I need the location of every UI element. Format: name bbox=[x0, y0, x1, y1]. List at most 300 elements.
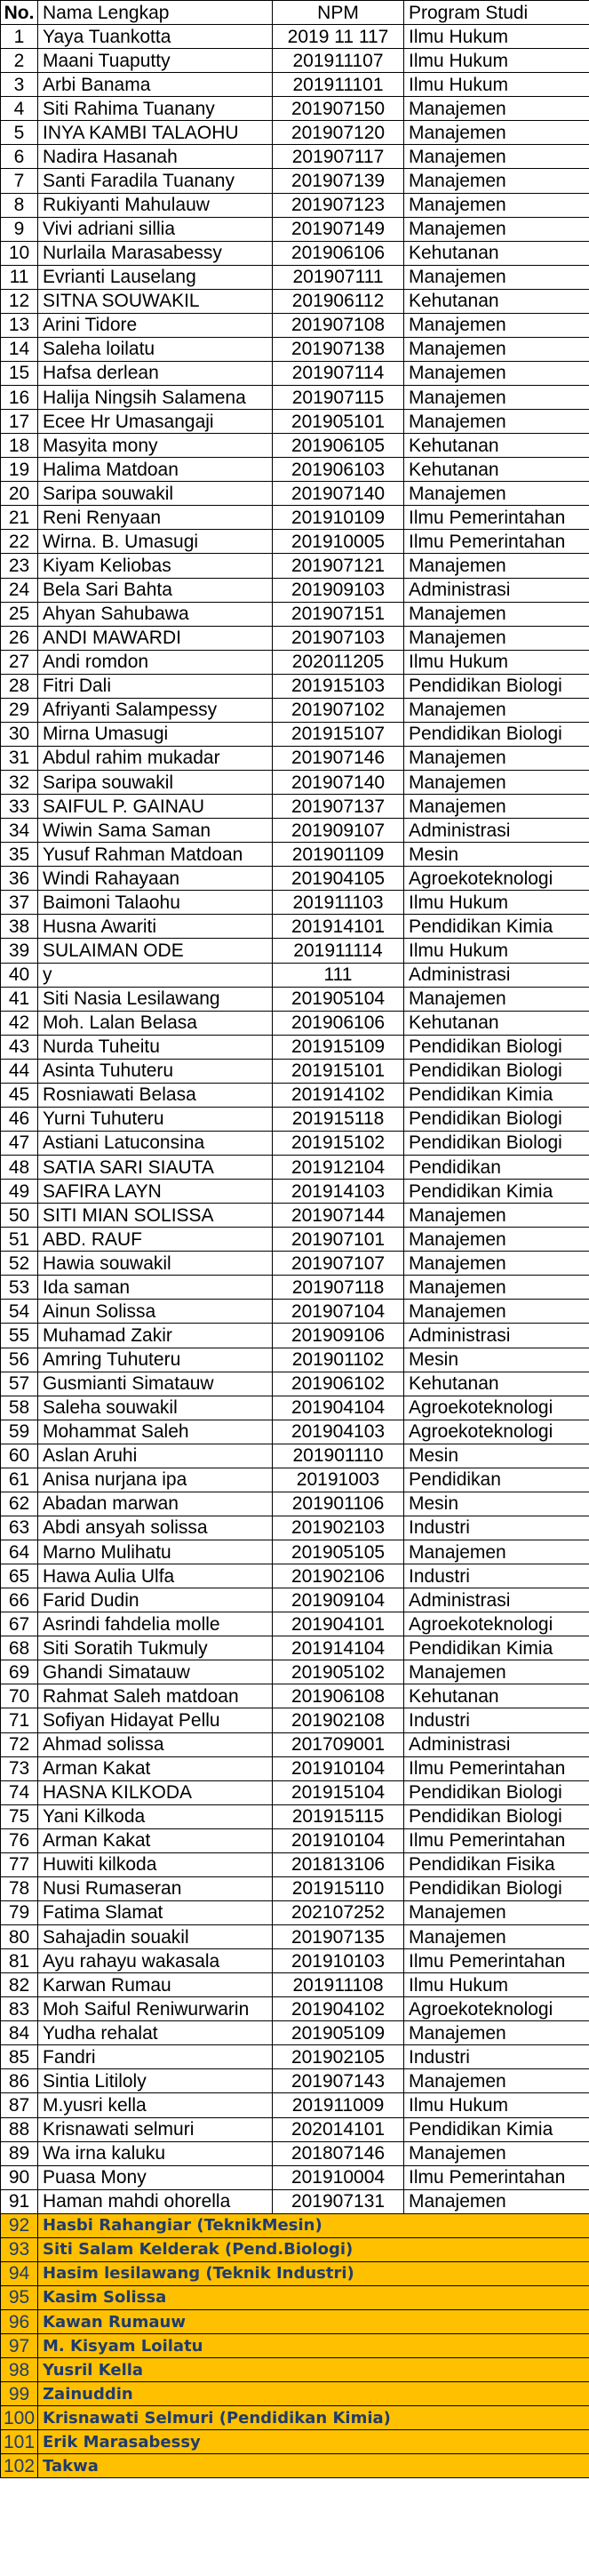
cell-program[interactable]: Manajemen bbox=[404, 361, 589, 385]
cell-npm[interactable]: 201915109 bbox=[273, 1035, 404, 1059]
cell-program[interactable]: Mesin bbox=[404, 1348, 589, 1372]
cell-npm[interactable]: 201907118 bbox=[273, 1276, 404, 1300]
cell-program[interactable]: Ilmu Hukum bbox=[404, 73, 589, 97]
cell-no[interactable]: 54 bbox=[1, 1300, 38, 1324]
cell-no[interactable]: 61 bbox=[1, 1468, 38, 1492]
cell-program[interactable]: Ilmu Pemerintahan bbox=[404, 1756, 589, 1780]
cell-program[interactable]: Kehutanan bbox=[404, 1011, 589, 1035]
cell-npm[interactable]: 201901109 bbox=[273, 843, 404, 867]
cell-no[interactable]: 70 bbox=[1, 1684, 38, 1708]
cell-no[interactable]: 92 bbox=[1, 2213, 38, 2237]
cell-npm[interactable]: 201911114 bbox=[273, 939, 404, 963]
cell-program[interactable]: Kehutanan bbox=[404, 1372, 589, 1396]
cell-npm[interactable]: 201902103 bbox=[273, 1516, 404, 1540]
header-npm[interactable]: NPM bbox=[273, 1, 404, 25]
cell-npm[interactable]: 111 bbox=[273, 963, 404, 987]
cell-name[interactable]: Ecee Hr Umasangaji bbox=[38, 410, 273, 434]
cell-program[interactable]: Manajemen bbox=[404, 1900, 589, 1924]
cell-name[interactable]: Kawan Rumauw bbox=[38, 2310, 589, 2334]
cell-npm[interactable]: 201915103 bbox=[273, 674, 404, 698]
cell-no[interactable]: 77 bbox=[1, 1852, 38, 1876]
cell-npm[interactable]: 201907143 bbox=[273, 2069, 404, 2093]
cell-npm[interactable]: 201909103 bbox=[273, 578, 404, 602]
cell-no[interactable]: 80 bbox=[1, 1925, 38, 1949]
cell-program[interactable]: Ilmu Pemerintahan bbox=[404, 1949, 589, 1973]
cell-program[interactable]: Manajemen bbox=[404, 97, 589, 121]
cell-no[interactable]: 31 bbox=[1, 746, 38, 770]
cell-no[interactable]: 101 bbox=[1, 2430, 38, 2454]
cell-name[interactable]: M. Kisyam Loilatu bbox=[38, 2334, 589, 2358]
cell-npm[interactable]: 201907149 bbox=[273, 217, 404, 241]
cell-program[interactable]: Pendidikan Kimia bbox=[404, 1083, 589, 1107]
cell-program[interactable]: Pendidikan Biologi bbox=[404, 1059, 589, 1083]
cell-name[interactable]: Asrindi fahdelia molle bbox=[38, 1612, 273, 1636]
cell-no[interactable]: 67 bbox=[1, 1612, 38, 1636]
cell-npm[interactable]: 201911108 bbox=[273, 1973, 404, 1997]
cell-no[interactable]: 32 bbox=[1, 771, 38, 795]
cell-no[interactable]: 44 bbox=[1, 1059, 38, 1083]
cell-no[interactable]: 5 bbox=[1, 121, 38, 145]
cell-name[interactable]: Abdul rahim mukadar bbox=[38, 746, 273, 770]
cell-name[interactable]: Yusuf Rahman Matdoan bbox=[38, 843, 273, 867]
cell-name[interactable]: M.yusri kella bbox=[38, 2093, 273, 2117]
cell-program[interactable]: Manajemen bbox=[404, 386, 589, 410]
cell-program[interactable]: Manajemen bbox=[404, 1252, 589, 1276]
cell-name[interactable]: Rosniawati Belasa bbox=[38, 1083, 273, 1107]
cell-no[interactable]: 51 bbox=[1, 1228, 38, 1252]
cell-program[interactable]: Manajemen bbox=[404, 2069, 589, 2093]
cell-program[interactable]: Administrasi bbox=[404, 819, 589, 843]
cell-npm[interactable]: 201907114 bbox=[273, 361, 404, 385]
cell-program[interactable]: Manajemen bbox=[404, 626, 589, 650]
cell-program[interactable]: Manajemen bbox=[404, 1276, 589, 1300]
cell-name[interactable]: Fandri bbox=[38, 2045, 273, 2069]
cell-npm[interactable]: 201911103 bbox=[273, 891, 404, 915]
cell-name[interactable]: Amring Tuhuteru bbox=[38, 1348, 273, 1372]
cell-npm[interactable]: 201907150 bbox=[273, 97, 404, 121]
cell-program[interactable]: Agroekoteknologi bbox=[404, 1396, 589, 1420]
cell-program[interactable]: Manajemen bbox=[404, 1228, 589, 1252]
cell-program[interactable]: Pendidikan Kimia bbox=[404, 1180, 589, 1204]
cell-name[interactable]: Baimoni Talaohu bbox=[38, 891, 273, 915]
cell-npm[interactable]: 201907107 bbox=[273, 1252, 404, 1276]
cell-npm[interactable]: 201911101 bbox=[273, 73, 404, 97]
cell-no[interactable]: 69 bbox=[1, 1660, 38, 1684]
cell-name[interactable]: Anisa nurjana ipa bbox=[38, 1468, 273, 1492]
cell-program[interactable]: Ilmu Pemerintahan bbox=[404, 530, 589, 554]
cell-no[interactable]: 29 bbox=[1, 698, 38, 722]
cell-npm[interactable]: 201709001 bbox=[273, 1732, 404, 1756]
cell-program[interactable]: Mesin bbox=[404, 843, 589, 867]
cell-name[interactable]: Nusi Rumaseran bbox=[38, 1876, 273, 1900]
cell-name[interactable]: Saleha souwakil bbox=[38, 1396, 273, 1420]
cell-program[interactable]: Manajemen bbox=[404, 795, 589, 819]
cell-npm[interactable]: 201905105 bbox=[273, 1540, 404, 1564]
cell-program[interactable]: Kehutanan bbox=[404, 434, 589, 458]
cell-program[interactable]: Manajemen bbox=[404, 698, 589, 722]
cell-program[interactable]: Agroekoteknologi bbox=[404, 1420, 589, 1444]
cell-program[interactable]: Pendidikan Biologi bbox=[404, 1131, 589, 1155]
cell-name[interactable]: Evrianti Lauselang bbox=[38, 265, 273, 289]
cell-program[interactable]: Pendidikan Biologi bbox=[404, 722, 589, 746]
cell-no[interactable]: 48 bbox=[1, 1156, 38, 1180]
cell-npm[interactable]: 201906108 bbox=[273, 1684, 404, 1708]
cell-name[interactable]: Siti Soratih Tukmuly bbox=[38, 1636, 273, 1660]
cell-npm[interactable]: 201813106 bbox=[273, 1852, 404, 1876]
cell-program[interactable]: Manajemen bbox=[404, 410, 589, 434]
cell-no[interactable]: 72 bbox=[1, 1732, 38, 1756]
cell-program[interactable]: Manajemen bbox=[404, 193, 589, 217]
cell-npm[interactable]: 201907104 bbox=[273, 1300, 404, 1324]
cell-name[interactable]: Maani Tuaputty bbox=[38, 49, 273, 73]
cell-name[interactable]: Gusmianti Simatauw bbox=[38, 1372, 273, 1396]
cell-no[interactable]: 40 bbox=[1, 963, 38, 987]
cell-name[interactable]: Vivi adriani sillia bbox=[38, 217, 273, 241]
cell-no[interactable]: 41 bbox=[1, 987, 38, 1011]
cell-no[interactable]: 79 bbox=[1, 1900, 38, 1924]
cell-name[interactable]: Hawia souwakil bbox=[38, 1252, 273, 1276]
cell-no[interactable]: 94 bbox=[1, 2261, 38, 2285]
cell-npm[interactable]: 201910104 bbox=[273, 1828, 404, 1852]
cell-name[interactable]: SULAIMAN ODE bbox=[38, 939, 273, 963]
cell-name[interactable]: Fitri Dali bbox=[38, 674, 273, 698]
cell-npm[interactable]: 202011205 bbox=[273, 650, 404, 674]
cell-name[interactable]: Karwan Rumau bbox=[38, 1973, 273, 1997]
cell-no[interactable]: 91 bbox=[1, 2189, 38, 2213]
cell-name[interactable]: Saleha loilatu bbox=[38, 337, 273, 361]
cell-no[interactable]: 25 bbox=[1, 602, 38, 626]
cell-program[interactable]: Pendidikan Kimia bbox=[404, 915, 589, 939]
cell-name[interactable]: Wirna. B. Umasugi bbox=[38, 530, 273, 554]
cell-program[interactable]: Administrasi bbox=[404, 1324, 589, 1348]
cell-program[interactable]: Industri bbox=[404, 1564, 589, 1588]
cell-npm[interactable]: 201907138 bbox=[273, 337, 404, 361]
cell-npm[interactable]: 201907117 bbox=[273, 145, 404, 169]
cell-name[interactable]: Arman Kakat bbox=[38, 1828, 273, 1852]
cell-name[interactable]: Yusril Kella bbox=[38, 2358, 589, 2382]
cell-npm[interactable]: 201910004 bbox=[273, 2165, 404, 2189]
cell-no[interactable]: 64 bbox=[1, 1540, 38, 1564]
cell-program[interactable]: Kehutanan bbox=[404, 1684, 589, 1708]
cell-npm[interactable]: 201915104 bbox=[273, 1780, 404, 1804]
cell-no[interactable]: 74 bbox=[1, 1780, 38, 1804]
cell-npm[interactable]: 201907102 bbox=[273, 698, 404, 722]
cell-npm[interactable]: 201914104 bbox=[273, 1636, 404, 1660]
cell-no[interactable]: 36 bbox=[1, 867, 38, 891]
cell-no[interactable]: 50 bbox=[1, 1204, 38, 1228]
cell-npm[interactable]: 201907101 bbox=[273, 1228, 404, 1252]
cell-npm[interactable]: 201906105 bbox=[273, 434, 404, 458]
cell-no[interactable]: 60 bbox=[1, 1444, 38, 1468]
cell-npm[interactable]: 201907146 bbox=[273, 746, 404, 770]
cell-npm[interactable]: 201910109 bbox=[273, 506, 404, 530]
cell-program[interactable]: Manajemen bbox=[404, 121, 589, 145]
cell-no[interactable]: 18 bbox=[1, 434, 38, 458]
cell-npm[interactable]: 201911009 bbox=[273, 2093, 404, 2117]
cell-npm[interactable]: 201909106 bbox=[273, 1324, 404, 1348]
cell-no[interactable]: 56 bbox=[1, 1348, 38, 1372]
cell-name[interactable]: y bbox=[38, 963, 273, 987]
cell-npm[interactable]: 201915110 bbox=[273, 1876, 404, 1900]
cell-no[interactable]: 98 bbox=[1, 2358, 38, 2382]
cell-npm[interactable]: 201907103 bbox=[273, 626, 404, 650]
cell-npm[interactable]: 201910103 bbox=[273, 1949, 404, 1973]
cell-npm[interactable]: 201910104 bbox=[273, 1756, 404, 1780]
cell-no[interactable]: 49 bbox=[1, 1180, 38, 1204]
cell-program[interactable]: Administrasi bbox=[404, 1732, 589, 1756]
cell-program[interactable]: Ilmu Hukum bbox=[404, 49, 589, 73]
cell-program[interactable]: Manajemen bbox=[404, 746, 589, 770]
cell-program[interactable]: Ilmu Hukum bbox=[404, 939, 589, 963]
cell-name[interactable]: Siti Nasia Lesilawang bbox=[38, 987, 273, 1011]
cell-name[interactable]: Kasim Solissa bbox=[38, 2285, 589, 2309]
cell-npm[interactable]: 202107252 bbox=[273, 1900, 404, 1924]
cell-npm[interactable]: 201902108 bbox=[273, 1708, 404, 1732]
cell-name[interactable]: Windi Rahayaan bbox=[38, 867, 273, 891]
cell-no[interactable]: 35 bbox=[1, 843, 38, 867]
cell-npm[interactable]: 201907137 bbox=[273, 795, 404, 819]
cell-no[interactable]: 34 bbox=[1, 819, 38, 843]
cell-program[interactable]: Manajemen bbox=[404, 1540, 589, 1564]
cell-npm[interactable]: 201904104 bbox=[273, 1396, 404, 1420]
cell-no[interactable]: 66 bbox=[1, 1588, 38, 1612]
cell-program[interactable]: Ilmu Hukum bbox=[404, 2093, 589, 2117]
cell-no[interactable]: 8 bbox=[1, 193, 38, 217]
cell-name[interactable]: Arbi Banama bbox=[38, 73, 273, 97]
cell-name[interactable]: ANDI MAWARDI bbox=[38, 626, 273, 650]
cell-no[interactable]: 14 bbox=[1, 337, 38, 361]
cell-name[interactable]: Yurni Tuhuteru bbox=[38, 1107, 273, 1131]
cell-npm[interactable]: 201909104 bbox=[273, 1588, 404, 1612]
cell-program[interactable]: Ilmu Pemerintahan bbox=[404, 506, 589, 530]
cell-name[interactable]: Huwiti kilkoda bbox=[38, 1852, 273, 1876]
cell-name[interactable]: Masyita mony bbox=[38, 434, 273, 458]
cell-program[interactable]: Manajemen bbox=[404, 1204, 589, 1228]
cell-name[interactable]: Hafsa derlean bbox=[38, 361, 273, 385]
cell-name[interactable]: Hasbi Rahangiar (TeknikMesin) bbox=[38, 2213, 589, 2237]
cell-no[interactable]: 99 bbox=[1, 2382, 38, 2406]
cell-name[interactable]: Fatima Slamat bbox=[38, 1900, 273, 1924]
cell-name[interactable]: Moh Saiful Reniwurwarin bbox=[38, 1997, 273, 2021]
cell-npm[interactable]: 201907144 bbox=[273, 1204, 404, 1228]
cell-name[interactable]: Rukiyanti Mahulauw bbox=[38, 193, 273, 217]
cell-no[interactable]: 58 bbox=[1, 1396, 38, 1420]
cell-npm[interactable]: 201905102 bbox=[273, 1660, 404, 1684]
cell-npm[interactable]: 201912104 bbox=[273, 1156, 404, 1180]
cell-program[interactable]: Industri bbox=[404, 1516, 589, 1540]
header-name[interactable]: Nama Lengkap bbox=[38, 1, 273, 25]
cell-program[interactable]: Manajemen bbox=[404, 145, 589, 169]
cell-npm[interactable]: 201915118 bbox=[273, 1107, 404, 1131]
cell-name[interactable]: Arini Tidore bbox=[38, 313, 273, 337]
cell-name[interactable]: SAFIRA LAYN bbox=[38, 1180, 273, 1204]
cell-program[interactable]: Manajemen bbox=[404, 313, 589, 337]
cell-program[interactable]: Industri bbox=[404, 2045, 589, 2069]
cell-program[interactable]: Manajemen bbox=[404, 482, 589, 506]
cell-name[interactable]: Halima Matdoan bbox=[38, 458, 273, 482]
cell-program[interactable]: Mesin bbox=[404, 1492, 589, 1516]
cell-program[interactable]: Manajemen bbox=[404, 554, 589, 578]
cell-program[interactable]: Pendidikan Biologi bbox=[404, 1804, 589, 1828]
cell-no[interactable]: 17 bbox=[1, 410, 38, 434]
cell-no[interactable]: 96 bbox=[1, 2310, 38, 2334]
cell-program[interactable]: Pendidikan Biologi bbox=[404, 1107, 589, 1131]
cell-no[interactable]: 27 bbox=[1, 650, 38, 674]
cell-name[interactable]: Sintia Litiloly bbox=[38, 2069, 273, 2093]
cell-name[interactable]: Puasa Mony bbox=[38, 2165, 273, 2189]
cell-name[interactable]: Hawa Aulia Ulfa bbox=[38, 1564, 273, 1588]
cell-name[interactable]: Arman Kakat bbox=[38, 1756, 273, 1780]
cell-name[interactable]: Mirna Umasugi bbox=[38, 722, 273, 746]
cell-name[interactable]: Wiwin Sama Saman bbox=[38, 819, 273, 843]
cell-name[interactable]: Farid Dudin bbox=[38, 1588, 273, 1612]
cell-program[interactable]: Administrasi bbox=[404, 578, 589, 602]
cell-name[interactable]: Ahmad solissa bbox=[38, 1732, 273, 1756]
cell-name[interactable]: Ida saman bbox=[38, 1276, 273, 1300]
cell-npm[interactable]: 201907123 bbox=[273, 193, 404, 217]
cell-program[interactable]: Manajemen bbox=[404, 771, 589, 795]
cell-name[interactable]: Krisnawati selmuri bbox=[38, 2117, 273, 2141]
cell-no[interactable]: 68 bbox=[1, 1636, 38, 1660]
cell-npm[interactable]: 201901102 bbox=[273, 1348, 404, 1372]
cell-no[interactable]: 63 bbox=[1, 1516, 38, 1540]
cell-no[interactable]: 46 bbox=[1, 1107, 38, 1131]
cell-program[interactable]: Industri bbox=[404, 1708, 589, 1732]
cell-name[interactable]: Yaya Tuankotta bbox=[38, 25, 273, 49]
cell-no[interactable]: 55 bbox=[1, 1324, 38, 1348]
cell-program[interactable]: Pendidikan Kimia bbox=[404, 2117, 589, 2141]
cell-no[interactable]: 75 bbox=[1, 1804, 38, 1828]
cell-no[interactable]: 102 bbox=[1, 2454, 38, 2478]
cell-program[interactable]: Administrasi bbox=[404, 963, 589, 987]
cell-program[interactable]: Agroekoteknologi bbox=[404, 1997, 589, 2021]
cell-name[interactable]: Nurda Tuheitu bbox=[38, 1035, 273, 1059]
cell-no[interactable]: 88 bbox=[1, 2117, 38, 2141]
cell-name[interactable]: Santi Faradila Tuanany bbox=[38, 169, 273, 193]
cell-name[interactable]: Ghandi Simatauw bbox=[38, 1660, 273, 1684]
cell-no[interactable]: 33 bbox=[1, 795, 38, 819]
cell-no[interactable]: 22 bbox=[1, 530, 38, 554]
cell-npm[interactable]: 201907121 bbox=[273, 554, 404, 578]
cell-npm[interactable]: 201907120 bbox=[273, 121, 404, 145]
cell-no[interactable]: 78 bbox=[1, 1876, 38, 1900]
cell-no[interactable]: 62 bbox=[1, 1492, 38, 1516]
cell-program[interactable]: Ilmu Hukum bbox=[404, 650, 589, 674]
cell-no[interactable]: 28 bbox=[1, 674, 38, 698]
cell-no[interactable]: 4 bbox=[1, 97, 38, 121]
cell-program[interactable]: Pendidikan Biologi bbox=[404, 1780, 589, 1804]
cell-name[interactable]: Asinta Tuhuteru bbox=[38, 1059, 273, 1083]
cell-name[interactable]: Afriyanti Salampessy bbox=[38, 698, 273, 722]
cell-name[interactable]: SATIA SARI SIAUTA bbox=[38, 1156, 273, 1180]
cell-npm[interactable]: 201907131 bbox=[273, 2189, 404, 2213]
header-no[interactable]: No. bbox=[1, 1, 38, 25]
cell-no[interactable]: 57 bbox=[1, 1372, 38, 1396]
cell-npm[interactable]: 201901106 bbox=[273, 1492, 404, 1516]
cell-program[interactable]: Pendidikan Biologi bbox=[404, 1876, 589, 1900]
cell-no[interactable]: 87 bbox=[1, 2093, 38, 2117]
cell-npm[interactable]: 201905101 bbox=[273, 410, 404, 434]
cell-npm[interactable]: 202014101 bbox=[273, 2117, 404, 2141]
cell-program[interactable]: Manajemen bbox=[404, 1660, 589, 1684]
cell-no[interactable]: 30 bbox=[1, 722, 38, 746]
cell-name[interactable]: Muhamad Zakir bbox=[38, 1324, 273, 1348]
cell-npm[interactable]: 201905109 bbox=[273, 2021, 404, 2045]
cell-no[interactable]: 47 bbox=[1, 1131, 38, 1155]
cell-no[interactable]: 71 bbox=[1, 1708, 38, 1732]
cell-name[interactable]: Husna Awariti bbox=[38, 915, 273, 939]
cell-name[interactable]: Haman mahdi ohorella bbox=[38, 2189, 273, 2213]
cell-no[interactable]: 37 bbox=[1, 891, 38, 915]
cell-name[interactable]: Abdi ansyah solissa bbox=[38, 1516, 273, 1540]
cell-name[interactable]: Saripa souwakil bbox=[38, 482, 273, 506]
cell-no[interactable]: 83 bbox=[1, 1997, 38, 2021]
cell-program[interactable]: Pendidikan bbox=[404, 1468, 589, 1492]
cell-name[interactable]: Astiani Latuconsina bbox=[38, 1131, 273, 1155]
cell-program[interactable]: Manajemen bbox=[404, 2141, 589, 2165]
cell-npm[interactable]: 201905104 bbox=[273, 987, 404, 1011]
cell-program[interactable]: Ilmu Hukum bbox=[404, 891, 589, 915]
cell-no[interactable]: 12 bbox=[1, 289, 38, 313]
cell-program[interactable]: Kehutanan bbox=[404, 241, 589, 265]
cell-no[interactable]: 39 bbox=[1, 939, 38, 963]
cell-program[interactable]: Manajemen bbox=[404, 602, 589, 626]
cell-program[interactable]: Ilmu Hukum bbox=[404, 25, 589, 49]
cell-no[interactable]: 86 bbox=[1, 2069, 38, 2093]
cell-npm[interactable]: 201906106 bbox=[273, 241, 404, 265]
cell-no[interactable]: 21 bbox=[1, 506, 38, 530]
cell-no[interactable]: 16 bbox=[1, 386, 38, 410]
cell-npm[interactable]: 201914102 bbox=[273, 1083, 404, 1107]
cell-npm[interactable]: 201911107 bbox=[273, 49, 404, 73]
cell-program[interactable]: Pendidikan Biologi bbox=[404, 1035, 589, 1059]
cell-name[interactable]: Bela Sari Bahta bbox=[38, 578, 273, 602]
cell-no[interactable]: 19 bbox=[1, 458, 38, 482]
cell-npm[interactable]: 201915101 bbox=[273, 1059, 404, 1083]
cell-no[interactable]: 100 bbox=[1, 2406, 38, 2430]
cell-no[interactable]: 89 bbox=[1, 2141, 38, 2165]
cell-program[interactable]: Kehutanan bbox=[404, 458, 589, 482]
cell-npm[interactable]: 201907151 bbox=[273, 602, 404, 626]
cell-no[interactable]: 15 bbox=[1, 361, 38, 385]
cell-program[interactable]: Agroekoteknologi bbox=[404, 1612, 589, 1636]
cell-npm[interactable]: 201904102 bbox=[273, 1997, 404, 2021]
cell-no[interactable]: 10 bbox=[1, 241, 38, 265]
cell-no[interactable]: 3 bbox=[1, 73, 38, 97]
cell-npm[interactable]: 20191003 bbox=[273, 1468, 404, 1492]
cell-no[interactable]: 90 bbox=[1, 2165, 38, 2189]
cell-npm[interactable]: 201907135 bbox=[273, 1925, 404, 1949]
cell-no[interactable]: 23 bbox=[1, 554, 38, 578]
cell-name[interactable]: Ahyan Sahubawa bbox=[38, 602, 273, 626]
cell-no[interactable]: 1 bbox=[1, 25, 38, 49]
cell-program[interactable]: Manajemen bbox=[404, 217, 589, 241]
cell-no[interactable]: 20 bbox=[1, 482, 38, 506]
cell-name[interactable]: Marno Mulihatu bbox=[38, 1540, 273, 1564]
cell-no[interactable]: 42 bbox=[1, 1011, 38, 1035]
cell-npm[interactable]: 201914101 bbox=[273, 915, 404, 939]
cell-program[interactable]: Ilmu Pemerintahan bbox=[404, 2165, 589, 2189]
cell-npm[interactable]: 201902105 bbox=[273, 2045, 404, 2069]
cell-name[interactable]: Reni Renyaan bbox=[38, 506, 273, 530]
cell-name[interactable]: Krisnawati Selmuri (Pendidikan Kimia) bbox=[38, 2406, 589, 2430]
cell-npm[interactable]: 201906102 bbox=[273, 1372, 404, 1396]
cell-no[interactable]: 95 bbox=[1, 2285, 38, 2309]
cell-name[interactable]: SITNA SOUWAKIL bbox=[38, 289, 273, 313]
cell-program[interactable]: Agroekoteknologi bbox=[404, 867, 589, 891]
cell-name[interactable]: Yudha rehalat bbox=[38, 2021, 273, 2045]
cell-no[interactable]: 45 bbox=[1, 1083, 38, 1107]
